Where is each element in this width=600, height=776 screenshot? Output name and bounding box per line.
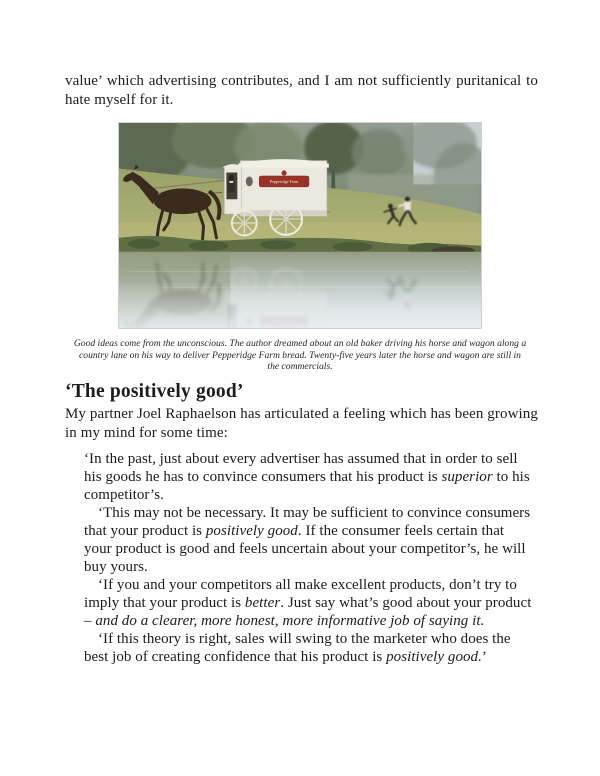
pepperidge-farm-wagon-photo [118, 122, 482, 329]
photo-caption: Good ideas come from the unconscious. The author dreamed about an old baker driving his horse and wagon along a country lane on his way to deliver Pepperidge Farm bread. Twenty-five years later the horse and wagon are still in the commercials. [73, 338, 527, 373]
quote-paragraph: ‘If this theory is right, sales will swing to the marketer who does the best job of creating confidence that his product is positively good.’ [84, 631, 511, 665]
wagon-sign-text: Pepperidge Farm [269, 179, 299, 185]
top-paragraph: value’ which advertising contributes, and I am not sufficiently puritanical to hate myself for it. [65, 73, 538, 108]
quote-paragraph: ‘This may not be necessary. It may be sufficient to convince consumers that your product is positively good. If the consumer feels certain that your product is good and feels uncertain about your competitor’s, he will buy yours. [84, 505, 531, 575]
quote-paragraph: ‘In the past, just about every advertiser has assumed that in order to sell his goods he has to convince consumers that his product is superior to his competitor’s. [84, 451, 530, 503]
wagon-scene-illustration [119, 123, 481, 328]
section-heading: ‘The positively good’ [65, 381, 244, 402]
driver-figure [228, 175, 235, 193]
quote-paragraph: ‘If you and your competitors all make excellent products, don’t try to imply that your product is better. Just say what’s good about your product – and do a clearer, more honest, more informative job of saying it. [84, 577, 532, 629]
wagon-side-vent [246, 176, 253, 186]
intro-paragraph: My partner Joel Raphaelson has articulated a feeling which has been growing in my mind for some time: [65, 406, 538, 441]
raphaelson-quote-block [84, 450, 532, 666]
